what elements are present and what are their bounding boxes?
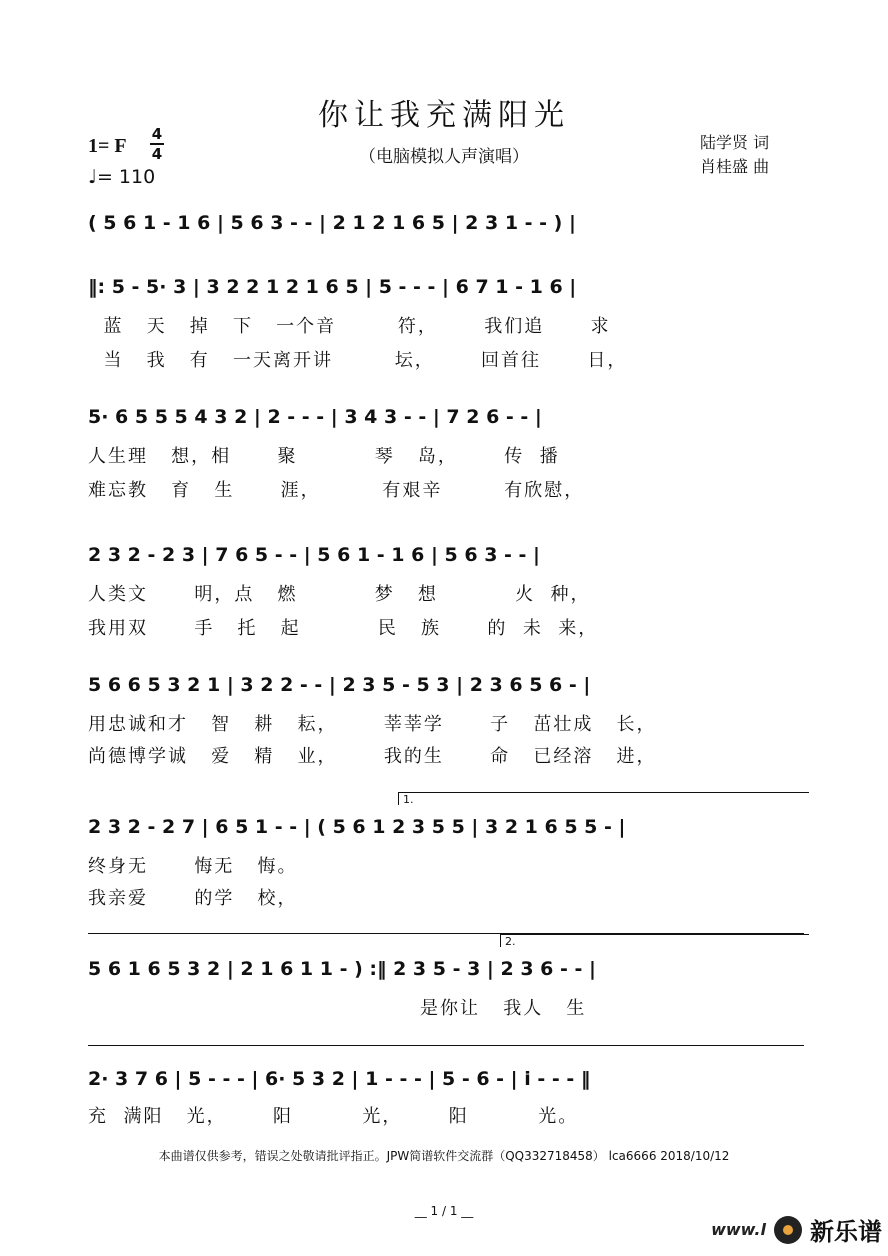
- time-signature: [150, 126, 164, 162]
- volta-second-ending: 2.: [500, 934, 809, 947]
- lyricist-credit: 陆学贤 词: [700, 133, 770, 152]
- lyric-line: 尚德博学诚 爱 精 业， 我的生 命 已经溶 进，: [88, 746, 657, 767]
- lyric-line: 难忘教 育 生 涯， 有艰辛 有欣慰，: [88, 480, 585, 501]
- time-signature-bottom: 4: [151, 145, 163, 163]
- lyric-line: 当 我 有 一天离开讲 坛， 回首往 日，: [88, 350, 628, 371]
- music-line-3: 5· 6 5 5 5 4 3 2 | 2 - - - | 3 4 3 - - | 7 2 6 - - |: [88, 406, 542, 428]
- site-logo[interactable]: [711, 1212, 882, 1247]
- logo-url: www.l: [711, 1220, 766, 1239]
- music-line-1: ( 5 6 1 - 1 6 | 5 6 3 - - | 2 1 2 1 6 5 | 2 3 1 - - ) |: [88, 212, 576, 234]
- page-number: __ 1 / 1 __: [414, 1204, 474, 1218]
- tempo-marking: ♩= 110: [88, 166, 156, 188]
- lyric-line: 用忠诚和才 智 耕 耘， 莘莘学 子 茁壮成 长，: [88, 714, 657, 735]
- lyric-line: 我亲爱 的学 校，: [88, 888, 298, 909]
- staff-rule: [88, 1045, 804, 1046]
- record-icon: [774, 1216, 802, 1244]
- song-title: 你让我充满阳光: [318, 98, 570, 133]
- time-signature-top: 4: [151, 125, 163, 143]
- music-line-7: 5 6 1 6 5 3 2 | 2 1 6 1 1 - ) :‖ 2 3 5 - 3 | 2 3 6 - - |: [88, 958, 596, 980]
- logo-name: 新乐谱: [810, 1218, 882, 1246]
- song-subtitle: （电脑模拟人声演唱）: [359, 147, 529, 167]
- lyric-line: 终身无 悔无 悔。: [88, 856, 298, 877]
- music-line-4: 2 3 2 - 2 3 | 7 6 5 - - | 5 6 1 - 1 6 | 5 6 3 - - |: [88, 544, 540, 566]
- volta-first-ending: 1.: [398, 792, 809, 805]
- composer-credit: 肖桂盛 曲: [700, 157, 770, 176]
- key-signature: 1= F: [88, 135, 127, 157]
- credits: [700, 131, 769, 179]
- lyric-line: 是你让 我人 生: [88, 998, 587, 1019]
- music-line-5: 5 6 6 5 3 2 1 | 3 2 2 - - | 2 3 5 - 5 3 | 2 3 6 5 6 - |: [88, 674, 591, 696]
- lyric-line: 我用双 手 托 起 民 族 的 未 来，: [88, 618, 599, 639]
- music-line-2: ‖: 5 - 5· 3 | 3 2 2 1 2 1 6 5 | 5 - - - | 6 7 1 - 1 6 |: [88, 276, 577, 298]
- music-line-8: 2· 3 7 6 | 5 - - - | 6· 5 3 2 | 1 - - - | 5 - 6 - | i - - - ‖: [88, 1068, 591, 1090]
- lyric-line: 充 满阳 光， 阳 光， 阳 光。: [88, 1106, 579, 1127]
- lyric-line: 人生理 想，相 聚 琴 岛， 传 播: [88, 446, 560, 467]
- music-line-6: 2 3 2 - 2 7 | 6 5 1 - - | ( 5 6 1 2 3 5 5 | 3 2 1 6 5 5 - |: [88, 816, 626, 838]
- lyric-line: 蓝 天 掉 下 一个音 符， 我们追 求: [88, 316, 611, 337]
- footer-note: 本曲谱仅供参考，错误之处敬请批评指正。JPW简谱软件交流群（QQ332718458） lca6666 2018/10/12: [158, 1149, 730, 1163]
- lyric-line: 人类文 明，点 燃 梦 想 火 种，: [88, 584, 591, 605]
